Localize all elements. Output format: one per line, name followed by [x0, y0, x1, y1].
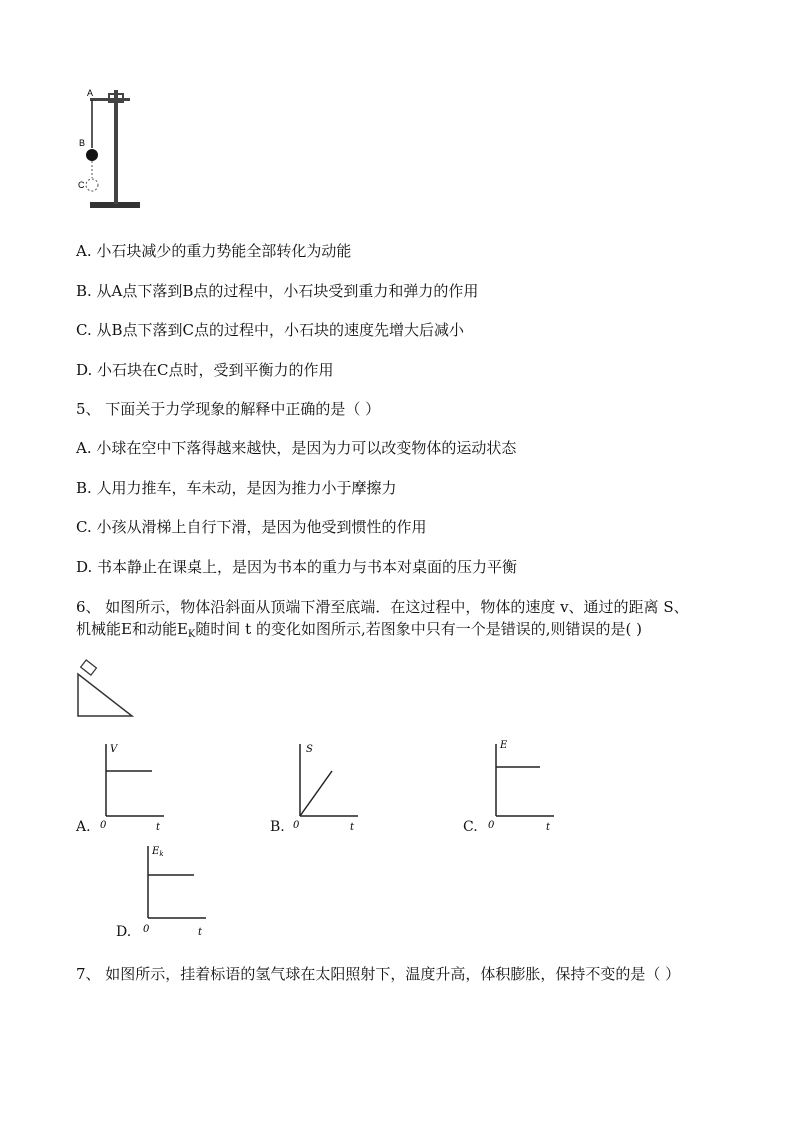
q4-option-b: B. 从A点下落到B点的过程中，小石块受到重力和弹力的作用 — [76, 282, 479, 300]
graph-a — [96, 740, 166, 836]
graph-b-ylabel: S — [306, 744, 313, 755]
graph-c-option: C. — [463, 819, 478, 835]
graph-d-ylabel — [151, 846, 164, 858]
graph-b-origin: 0 — [293, 820, 300, 831]
q5-option-c: C. 小孩从滑梯上自行下滑，是因为他受到惯性的作用 — [76, 518, 427, 536]
incline-figure — [76, 656, 136, 720]
q5-stem: 5、 下面关于力学现象的解释中正确的是（ ） — [76, 400, 381, 418]
label-b: B — [79, 138, 86, 148]
q6-stem-line2-post: 随时间 t 的变化如图所示,若图象中只有一个是错误的,则错误的是( ) — [195, 620, 642, 638]
q6-stem-line1: 6、 如图所示，物体沿斜面从顶端下滑至底端．在这过程中，物体的速度 v、通过的距离 S、 — [76, 598, 689, 616]
q4-option-c: C. 从B点下落到C点的过程中，小石块的速度先增大后减小 — [76, 321, 464, 339]
graph-b — [290, 740, 360, 836]
graph-b-option: B. — [270, 819, 285, 835]
graph-d-xlabel: t — [198, 927, 203, 938]
q7-stem: 7、 如图所示，挂着标语的氢气球在太阳照射下，温度升高，体积膨胀，保持不变的是（ ） — [76, 965, 681, 983]
graph-a-ylabel: V — [110, 744, 118, 755]
graph-d-ylabel-sub: k — [159, 850, 164, 858]
stand-figure — [76, 82, 146, 214]
graph-d-ylabel-main: E — [152, 846, 160, 857]
graph-a-option: A. — [76, 819, 91, 835]
q6-stem-line2-pre: 机械能E和动能E — [76, 620, 188, 638]
graph-d-option: D. — [116, 924, 132, 940]
q5-option-a: A. 小球在空中下落得越来越快，是因为力可以改变物体的运动状态 — [76, 439, 517, 457]
q5-option-d: D. 书本静止在课桌上，是因为书本的重力与书本对桌面的压力平衡 — [76, 558, 518, 576]
graph-c-xlabel: t — [546, 822, 551, 833]
graph-a-origin: 0 — [100, 820, 107, 831]
graph-c-origin: 0 — [488, 820, 495, 831]
q4-option-a: A. 小石块减少的重力势能全部转化为动能 — [76, 242, 352, 260]
graph-b-series-line — [300, 771, 332, 816]
q4-option-d: D. 小石块在C点时，受到平衡力的作用 — [76, 361, 334, 379]
graph-c — [486, 740, 556, 836]
q6-stem-line2-sub: K — [187, 629, 196, 640]
label-c: C — [78, 180, 85, 190]
graph-d — [138, 842, 208, 938]
q6-stem-line2 — [76, 619, 642, 645]
graph-a-xlabel: t — [156, 822, 161, 833]
graph-b-xlabel: t — [350, 822, 355, 833]
graph-c-ylabel: E — [500, 740, 508, 751]
label-a: A — [87, 88, 94, 98]
q5-option-b: B. 人用力推车，车未动，是因为推力小于摩擦力 — [76, 479, 397, 497]
graph-d-origin: 0 — [143, 924, 150, 935]
